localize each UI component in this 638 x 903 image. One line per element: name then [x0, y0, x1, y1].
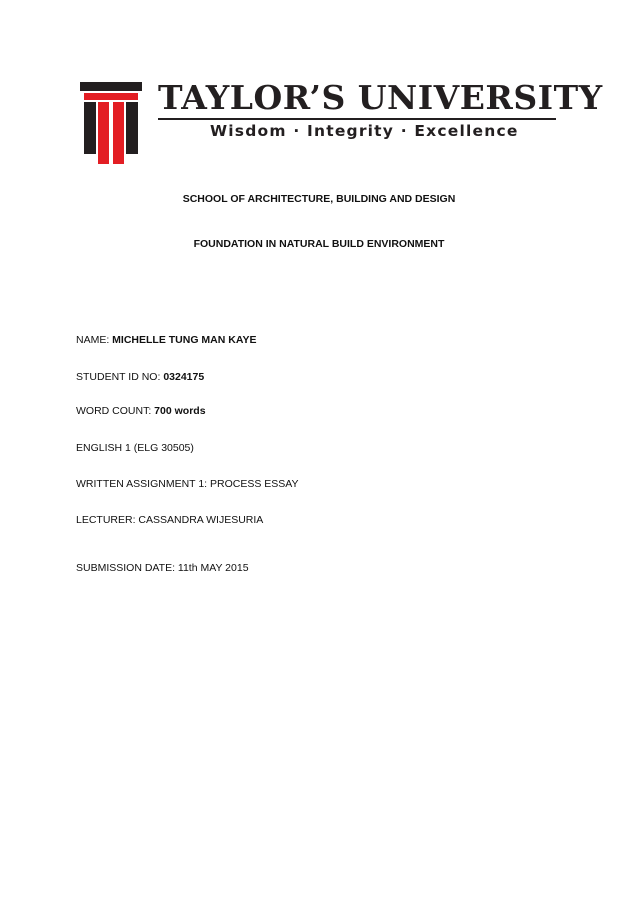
student-id-value: 0324175: [163, 371, 205, 383]
word-count-line: [76, 405, 206, 417]
submission-date-line: SUBMISSION DATE: 11th MAY 2015: [76, 562, 249, 574]
student-id-line: [76, 371, 204, 383]
programme-heading: FOUNDATION IN NATURAL BUILD ENVIRONMENT: [193, 238, 445, 250]
word-count-label: WORD COUNT:: [76, 405, 155, 417]
name-line: [76, 334, 256, 346]
student-id-label: STUDENT ID NO:: [76, 371, 164, 383]
university-crest-icon: [80, 78, 142, 168]
course-line: ENGLISH 1 (ELG 30505): [76, 442, 194, 454]
lecturer-line: LECTURER: CASSANDRA WIJESURIA: [76, 514, 264, 526]
school-heading: SCHOOL OF ARCHITECTURE, BUILDING AND DESIGN: [182, 193, 456, 205]
name-value: MICHELLE TUNG MAN KAYE: [112, 334, 257, 346]
name-label: NAME:: [76, 334, 113, 346]
logo-tagline: Wisdom · Integrity · Excellence: [210, 122, 519, 140]
word-count-value: 700 words: [154, 405, 206, 417]
university-logo: [80, 78, 603, 168]
logo-wordmark: TAYLOR’S UNIVERSITY: [158, 78, 603, 117]
assignment-line: WRITTEN ASSIGNMENT 1: PROCESS ESSAY: [76, 478, 299, 490]
logo-divider: [158, 118, 556, 120]
